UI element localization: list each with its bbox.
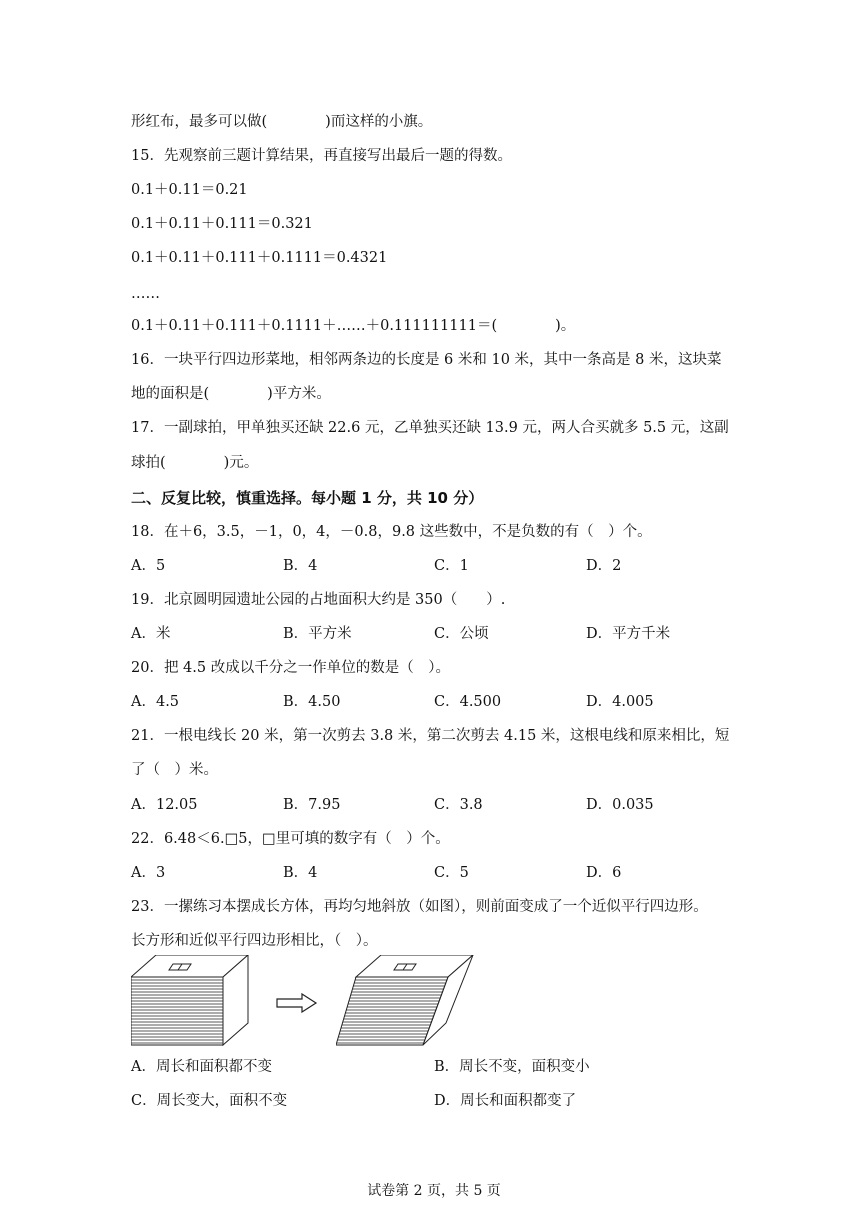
question-16-line-1: 16．一块平行四边形菜地，相邻两条边的长度是 6 米和 10 米，其中一条高是 8 米，这块菜 [131,352,722,368]
q21-option-a: A．12.05 [131,797,198,813]
q22-option-a: A．3 [131,865,166,881]
q18-option-d: D．2 [586,558,622,574]
q19-option-d: D．平方千米 [586,626,671,642]
question-18: 18．在＋6，3.5，－1，0，4，－0.8，9.8 这些数中，不是负数的有（ ）个。 [131,524,652,540]
question-15-line-2: 0.1＋0.11＋0.111＝0.321 [131,216,313,232]
question-17-line-2: 球拍( )元。 [131,455,259,471]
q18-option-c: C．1 [434,558,469,574]
question-15: 15．先观察前三题计算结果，再直接写出最后一题的得数。 [131,148,512,164]
q23-option-b: B．周长不变，面积变小 [434,1059,590,1075]
q19-option-c: C．公顷 [434,626,489,642]
notebook-stack-cuboid [131,955,251,1047]
question-15-line-1: 0.1＋0.11＝0.21 [131,182,248,198]
question-23-line-2: 长方形和近似平行四边形相比，（ ）。 [131,933,378,949]
question-22: 22．6.48＜6.□5，□里可填的数字有（ ）个。 [131,831,450,847]
question-21-line-1: 21．一根电线长 20 米，第一次剪去 3.8 米，第二次剪去 4.15 米，这根电线和原来相比，短 [131,728,730,744]
page-footer: 试卷第 2 页，共 5 页 [367,1183,501,1199]
q22-option-d: D．6 [586,865,622,881]
q23-option-a: A．周长和面积都不变 [131,1059,272,1075]
question-15-ellipsis: …… [131,286,160,302]
q23-option-c: C．周长变大，面积不变 [131,1093,288,1109]
q22-option-c: C．5 [434,865,469,881]
q20-option-b: B．4.50 [283,694,341,710]
question-19: 19．北京圆明园遗址公园的占地面积大约是 350（ ）. [131,592,506,608]
q21-option-d: D．0.035 [586,797,654,813]
question-20: 20．把 4.5 改成以千分之一作单位的数是（ ）。 [131,660,450,676]
right-arrow-icon [276,993,318,1013]
question-15-line-3: 0.1＋0.11＋0.111＋0.1111＝0.4321 [131,250,388,266]
section-2-heading: 二、反复比较，慎重选择。每小题 1 分，共 10 分） [131,489,484,507]
question-21-line-2: 了（ ）米。 [131,762,218,778]
q21-option-c: C．3.8 [434,797,483,813]
q19-option-b: B．平方米 [283,626,352,642]
q21-option-b: B．7.95 [283,797,341,813]
q18-option-a: A．5 [131,558,166,574]
question-16-line-2: 地的面积是( )平方米。 [131,386,331,402]
question-15-final: 0.1＋0.11＋0.111＋0.1111＋……＋0.111111111＝( )。 [131,318,576,334]
q20-option-c: C．4.500 [434,694,502,710]
question-17-line-1: 17．一副球拍，甲单独买还缺 22.6 元，乙单独买还缺 13.9 元，两人合买就多 5.5 元，这副 [131,420,729,436]
q20-option-d: D．4.005 [586,694,654,710]
question-23-line-1: 23．一摞练习本摆成长方体，再均匀地斜放（如图），则前面变成了一个近似平行四边形。 [131,899,708,915]
notebook-stack-slanted [336,955,486,1047]
question-14-continued: 形红布，最多可以做( )而这样的小旗。 [131,114,433,130]
q18-option-b: B．4 [283,558,318,574]
q19-option-a: A．米 [131,626,171,642]
q22-option-b: B．4 [283,865,318,881]
q20-option-a: A．4.5 [131,694,180,710]
q23-option-d: D．周长和面积都变了 [434,1093,577,1109]
